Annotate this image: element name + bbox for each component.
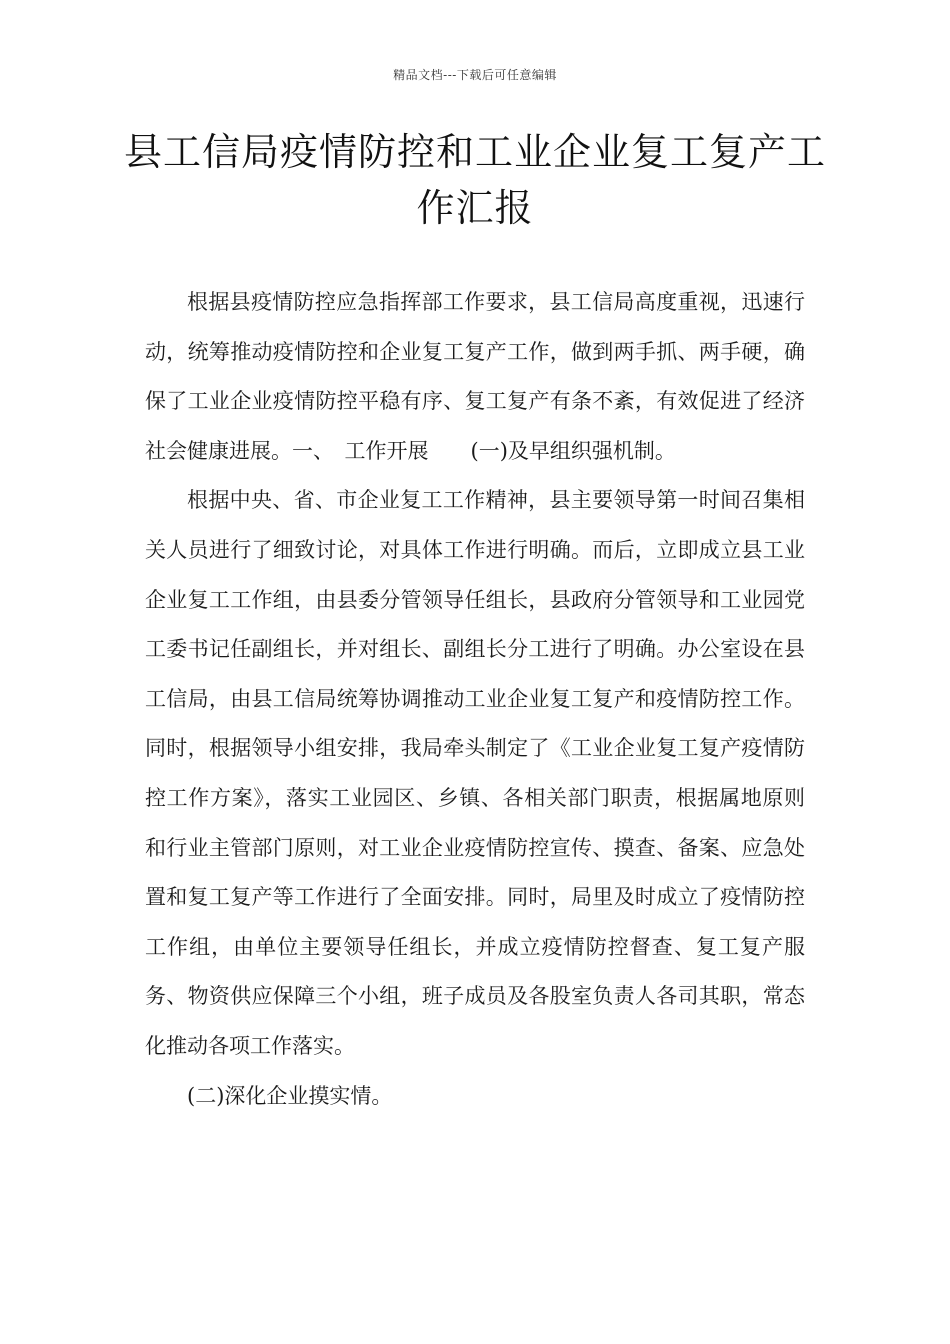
paragraph-1: 根据县疫情防控应急指挥部工作要求，县工信局高度重视，迅速行动，统筹推动疫情防控和企业复工复产工作，做到两手抓、两手硬，确保了工业企业疫情防控平稳有序、复工复产有条不紊，有效促进了经济社会健康进展。一、 工作开展 (一)及早组织强机制。 <box>145 290 805 463</box>
paragraph-3: (二)深化企业摸实情。 <box>187 1083 393 1108</box>
document-body <box>145 278 805 1121</box>
header-note: 精品文档---下载后可任意编辑 <box>393 68 557 82</box>
paragraph-2: 根据中央、省、市企业复工工作精神，县主要领导第一时间召集相关人员进行了细致讨论，对具体工作进行明确。而后，立即成立县工业企业复工工作组，由县委分管领导任组长，县政府分管领导和工业园党工委书记任副组长，并对组长、副组长分工进行了明确。办公室设在县工信局，由县工信局统筹协调推动工业企业复工复产和疫情防控工作。同时，根据领导小组安排，我局牵头制定了《工业企业复工复产疫情防控工作方案》，落实工业园区、乡镇、各相关部门职责，根据属地原则和行业主管部门原则，对工业企业疫情防控宣传、摸查、备案、应急处置和复工复产等工作进行了全面安排。同时，局里及时成立了疫情防控工作组，由单位主要领导任组长，并成立疫情防控督查、复工复产服务、物资供应保障三个小组，班子成员及各股室负责人各司其职，常态化推动各项工作落实。 <box>145 488 805 1058</box>
document-title: 县工信局疫情防控和工业企业复工复产工作汇报 <box>123 130 826 230</box>
